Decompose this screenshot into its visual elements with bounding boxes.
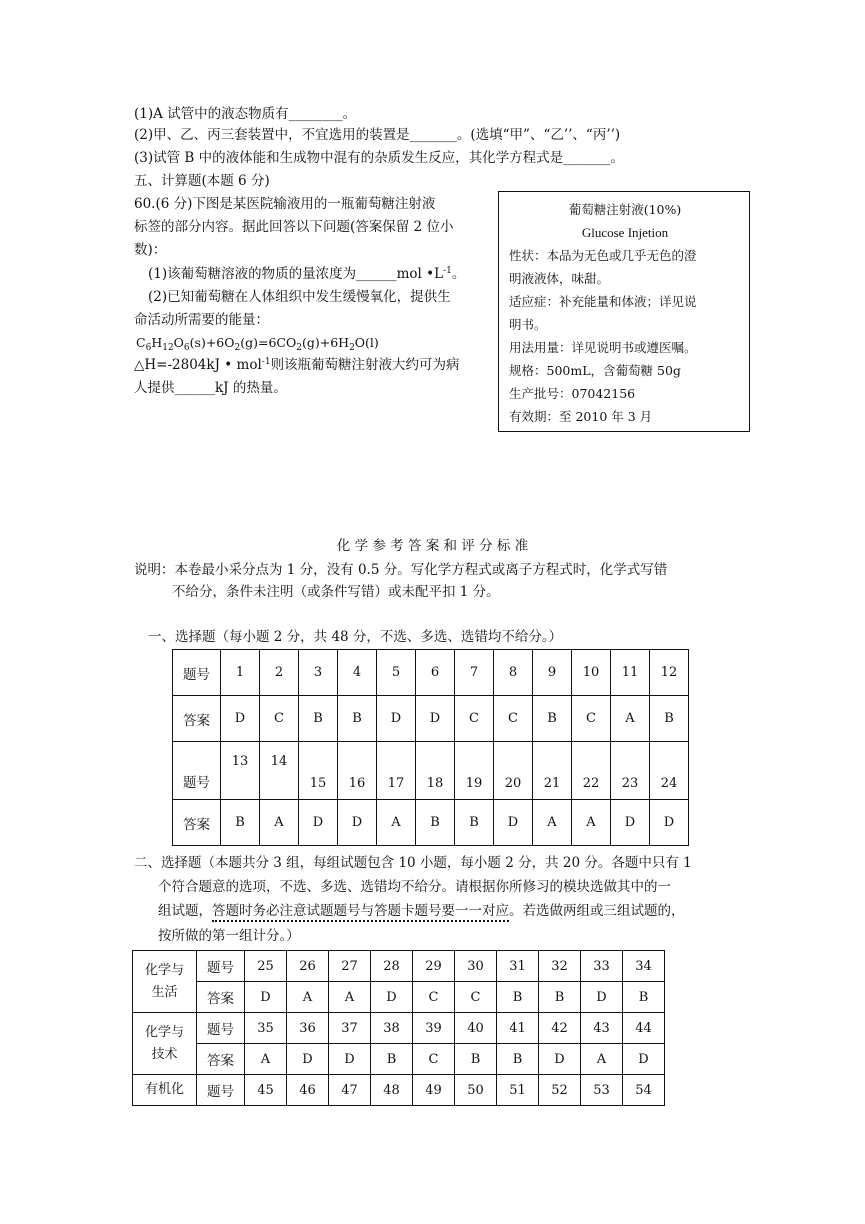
answer-cell: A [533, 800, 572, 846]
table-row [173, 696, 689, 742]
answer-cell: A [329, 982, 371, 1013]
answer-cell: D [329, 1044, 371, 1075]
elective-answer-table [132, 950, 665, 1106]
answer-cell: A [260, 800, 299, 846]
glucose-oxidation-equation: $C_6H_{12}O_6(s)+6O_2(g)=6CO_2(g)+6H_2O(l)$ [136, 335, 379, 353]
question-number: 7 [455, 650, 494, 696]
question-number: 47 [329, 1075, 371, 1106]
answer-cell: B [338, 696, 377, 742]
question-number: 32 [539, 951, 581, 982]
label-batch: 生产批号：07042156 [509, 386, 636, 401]
section-2-line-2: 个符合题意的选项，不选、多选、选错均不给分。请根据你所修习的模块选做其中的一 [158, 879, 671, 895]
question-number: 19 [455, 742, 494, 800]
answer-header: 答案 [173, 800, 221, 846]
section-1-heading: 一、选择题（每小题 2 分，共 48 分，不选、多选、选错均不给分。） [148, 629, 563, 645]
answer-cell: D [221, 696, 260, 742]
question-60-line-3: 数)： [134, 242, 167, 258]
question-number: 35 [245, 1013, 287, 1044]
question-3-1: (1)A 试管中的液态物质有________。 [134, 106, 357, 122]
answer-cell: B [623, 982, 665, 1013]
answer-cell: B [455, 800, 494, 846]
question-60-line-2: 标签的部分内容。据此回答以下问题(答案保留 2 位小 [134, 219, 454, 235]
answer-cell: C [572, 696, 611, 742]
answer-cell: B [221, 800, 260, 846]
answer-cell: D [416, 696, 455, 742]
question-60-part-2-line-1: (2)已知葡萄糖在人体组织中发生缓慢氧化，提供生 [148, 289, 451, 305]
question-60-part-2-line-2: 命活动所需要的能量： [134, 312, 269, 328]
label-indications-cont: 明书。 [509, 317, 547, 332]
question-number: 3 [299, 650, 338, 696]
question-number: 43 [581, 1013, 623, 1044]
question-number: 16 [338, 742, 377, 800]
answer-cell: B [371, 1044, 413, 1075]
table-row [133, 1013, 665, 1044]
answer-cell: B [497, 982, 539, 1013]
question-number: 1 [221, 650, 260, 696]
answer-cell: D [611, 800, 650, 846]
question-number: 46 [287, 1075, 329, 1106]
answers-note-line-1: 说明：本卷最小采分点为 1 分，没有 0.5 分。写化学方程式或离子方程式时，化学式写错 [134, 562, 668, 578]
question-number: 26 [287, 951, 329, 982]
question-number-header: 题号 [197, 1075, 245, 1106]
table-row [133, 1075, 665, 1106]
question-number: 34 [623, 951, 665, 982]
question-number: 44 [623, 1013, 665, 1044]
question-number: 11 [611, 650, 650, 696]
answers-note-line-2: 不给分，条件未注明（或条件写错）或未配平扣 1 分。 [172, 584, 500, 600]
answer-cell: C [413, 1044, 455, 1075]
question-number: 21 [533, 742, 572, 800]
question-number: 20 [494, 742, 533, 800]
question-number: 24 [650, 742, 689, 800]
question-3-3: (3)试管 B 中的液体能和生成物中混有的杂质发生反应，其化学方程式是_______。 [134, 150, 624, 166]
question-number: 4 [338, 650, 377, 696]
label-spec: 规格：500mL，含葡萄糖 50g [509, 363, 681, 378]
answer-cell: B [299, 696, 338, 742]
question-number: 9 [533, 650, 572, 696]
answer-cell: B [455, 1044, 497, 1075]
section-2-line-1: 二、选择题（本题共分 3 组，每组试题包含 10 小题，每小题 2 分，共 20 分。各题中只有 1 [134, 855, 692, 871]
answer-cell: B [416, 800, 455, 846]
question-number: 2 [260, 650, 299, 696]
enthalpy-line: △H=-2804kJ • mol$^{-1}$则该瓶葡萄糖注射液大约可为病 [134, 357, 460, 373]
label-properties-cont: 明液液体，味甜。 [509, 271, 610, 286]
answer-cell: B [539, 982, 581, 1013]
group-name-technology: 化学与 技术 [133, 1013, 197, 1075]
answer-cell: D [650, 800, 689, 846]
answer-cell: B [497, 1044, 539, 1075]
question-number: 37 [329, 1013, 371, 1044]
section-2-line-4: 按所做的第一组计分。） [158, 928, 300, 944]
group-name-life: 化学与 生活 [133, 951, 197, 1013]
question-number: 45 [245, 1075, 287, 1106]
table-row [133, 951, 665, 982]
choice-answer-table-1 [172, 649, 689, 846]
answer-cell: D [371, 982, 413, 1013]
question-number: 52 [539, 1075, 581, 1106]
answer-cell: A [572, 800, 611, 846]
question-number: 8 [494, 650, 533, 696]
question-number: 14 [260, 742, 299, 800]
answer-cell: D [377, 696, 416, 742]
question-number: 48 [371, 1075, 413, 1106]
question-number: 23 [611, 742, 650, 800]
answer-cell: C [455, 696, 494, 742]
table-row [133, 982, 665, 1013]
answer-cell: D [623, 1044, 665, 1075]
answer-cell: B [650, 696, 689, 742]
question-60-answer-line: 人提供______kJ 的热量。 [134, 380, 287, 396]
answer-cell: D [245, 982, 287, 1013]
answer-cell: D [539, 1044, 581, 1075]
question-number: 22 [572, 742, 611, 800]
answer-cell: A [377, 800, 416, 846]
question-number: 49 [413, 1075, 455, 1106]
answer-header: 答案 [197, 982, 245, 1013]
question-number-header: 题号 [173, 742, 221, 800]
question-number: 51 [497, 1075, 539, 1106]
answer-cell: D [287, 1044, 329, 1075]
question-number: 53 [581, 1075, 623, 1106]
question-number: 18 [416, 742, 455, 800]
question-number: 13 [221, 742, 260, 800]
label-indications: 适应症：补充能量和体液；详见说 [509, 294, 697, 309]
answer-cell: A [611, 696, 650, 742]
table-row [173, 650, 689, 696]
question-number: 39 [413, 1013, 455, 1044]
question-number: 15 [299, 742, 338, 800]
answer-cell: C [413, 982, 455, 1013]
question-number: 50 [455, 1075, 497, 1106]
group-name-organic: 有机化 [133, 1075, 197, 1106]
question-number-header: 题号 [173, 650, 221, 696]
question-number: 6 [416, 650, 455, 696]
section-5-heading: 五、计算题(本题 6 分) [134, 173, 270, 189]
question-number: 25 [245, 951, 287, 982]
question-number: 29 [413, 951, 455, 982]
label-subtitle: Glucose Injetion [581, 225, 669, 240]
table-row [173, 742, 689, 800]
answer-cell: A [245, 1044, 287, 1075]
question-60-part-1: (1)该葡萄糖溶液的物质的量浓度为______mol $•L^{-1}$。 [148, 266, 466, 282]
question-number: 30 [455, 951, 497, 982]
question-number: 41 [497, 1013, 539, 1044]
answer-cell: D [494, 800, 533, 846]
answers-title: 化 学 参 考 答 案 和 评 分 标 准 [336, 538, 529, 554]
answer-header: 答案 [197, 1044, 245, 1075]
question-60-line-1: 60.(6 分)下图是某医院输液用的一瓶葡萄糖注射液 [134, 196, 436, 212]
answer-cell: D [581, 982, 623, 1013]
label-dosage: 用法用量：详见说明书或遵医嘱。 [509, 340, 697, 355]
answer-cell: C [494, 696, 533, 742]
question-number: 5 [377, 650, 416, 696]
question-number: 10 [572, 650, 611, 696]
question-number: 27 [329, 951, 371, 982]
answer-cell: A [581, 1044, 623, 1075]
answer-cell: C [455, 982, 497, 1013]
table-row [133, 1044, 665, 1075]
question-number-header: 题号 [197, 951, 245, 982]
table-row [173, 800, 689, 846]
answer-cell: D [299, 800, 338, 846]
emphasis-text: 答题时务必注意试题题号与答题卡题号要一一对应 [212, 903, 509, 922]
question-number: 42 [539, 1013, 581, 1044]
answer-cell: D [338, 800, 377, 846]
question-number: 38 [371, 1013, 413, 1044]
answer-header: 答案 [173, 696, 221, 742]
answer-cell: B [533, 696, 572, 742]
question-number: 12 [650, 650, 689, 696]
section-2-line-3: 组试题，答题时务必注意试题题号与答题卡题号要一一对应。若选做两组或三组试题的， [158, 901, 685, 921]
label-properties: 性状：本品为无色或几乎无色的澄 [509, 248, 697, 263]
question-number: 40 [455, 1013, 497, 1044]
question-number: 17 [377, 742, 416, 800]
question-number: 31 [497, 951, 539, 982]
label-expiry: 有效期：至 2010 年 3 月 [509, 409, 653, 424]
question-number: 28 [371, 951, 413, 982]
question-number: 54 [623, 1075, 665, 1106]
question-3-2: (2)甲、乙、丙三套装置中，不宜选用的装置是_______。(选填“甲”、“乙’’、“丙’’) [134, 127, 621, 143]
label-title: 葡萄糖注射液(10%) [568, 202, 682, 217]
answer-cell: A [287, 982, 329, 1013]
glucose-injection-label [498, 191, 750, 432]
question-number: 33 [581, 951, 623, 982]
question-number: 36 [287, 1013, 329, 1044]
answer-cell: C [260, 696, 299, 742]
question-number-header: 题号 [197, 1013, 245, 1044]
